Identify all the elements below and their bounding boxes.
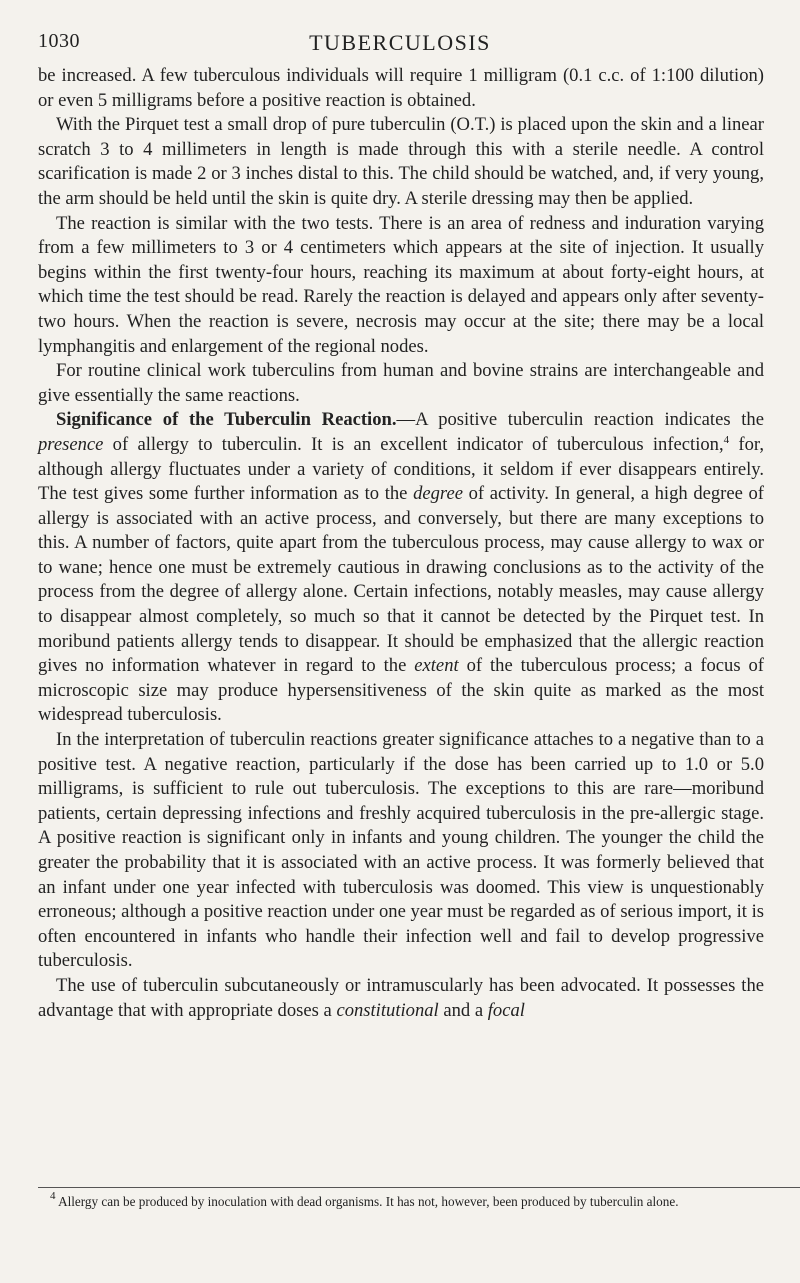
paragraph-reaction	[38, 212, 764, 360]
italic-emphasis: focal	[487, 999, 525, 1021]
text-run: be increased. A few tuberculous individuals will require 1 milligram (0.1 c.c. of 1:100 dilution) or even 5 milligrams before a positive reaction is obtained.	[38, 65, 764, 111]
text-run: —A positive tuberculin reaction indicates the	[396, 409, 764, 431]
page-number: 1030	[38, 30, 80, 52]
paragraph-routine-work	[38, 359, 764, 408]
paragraph-pirquet-test	[38, 113, 764, 211]
page-header	[38, 30, 762, 60]
text-run: of allergy to tuberculin. It is an excellent indicator of tuberculous infection,	[103, 433, 724, 455]
footnote	[38, 1190, 800, 1210]
text-run: of activity. In general, a high degree of allergy is associated with an active process, and conversely, but there are many exceptions to this. A number of factors, quite apart from the tuberculous process, may cause allergy to wax or to wane; hence one must be extremely cautious in drawing conclusions as to the activity of the process from the degree of allergy alone. Certain infections, notably measles, may cause allergy to disappear almost completely, so much so that it cannot be detected by the Pirquet test. In moribund patients allergy tends to disappear. It should be emphasized that the allergic reaction gives no information whatever in regard to the	[38, 483, 764, 677]
footnote-marker: 4	[50, 1190, 56, 1202]
text-run: of the tuberculous process; a focus of microscopic size may produce hypersensitiveness of the skin quite as marked as the most widespread tuberculosis.	[38, 655, 764, 726]
italic-emphasis: presence	[38, 433, 104, 455]
text-run: The use of tuberculin subcutaneously or intramuscularly has been advocated. It possesses the advantage that with appropriate doses a	[38, 974, 764, 1021]
text-run: The reaction is similar with the two tests. There is an area of redness and induration varying from a few millimeters to 3 or 4 centimeters which appears at the site of injection. It usually begins within the first twenty-four hours, reaching its maximum at about forty-eight hours, at which time the test should be read. Rarely the reaction is delayed and appears only after seventy-two hours. When the reaction is severe, necrosis may occur at the site; there may be a local lymphangitis and enlargement of the regional nodes.	[38, 212, 764, 357]
paragraph-interpretation	[38, 728, 764, 974]
text-run: With the Pirquet test a small drop of pure tuberculin (O.T.) is placed upon the skin and a linear scratch 3 to 4 millimeters in length is made through this with a sterile needle. A control scarification is made 2 or 3 inches distal to this. The child should be watched, and, if very young, the arm should be held until the skin is quite dry. A sterile dressing may then be applied.	[38, 114, 764, 209]
text-run: For routine clinical work tuberculins from human and bovine strains are interchangeable and give essentially the same reactions.	[38, 360, 764, 406]
running-head: TUBERCULOSIS	[309, 30, 491, 55]
footnote-reference: 4	[723, 433, 730, 446]
italic-emphasis: degree	[413, 483, 463, 505]
footnote-rule	[38, 1187, 800, 1188]
italic-emphasis: constitutional	[336, 999, 439, 1021]
paragraph-continued	[38, 64, 764, 113]
text-run: and a	[438, 999, 488, 1021]
paragraph-significance	[38, 408, 764, 728]
footnote-text: Allergy can be produced by inoculation with dead organisms. It has not, however, been produced by tuberculin alone.	[55, 1194, 679, 1209]
paragraph-subcutaneous-use	[38, 974, 764, 1023]
section-run-in-heading: Significance of the Tuberculin Reaction.	[56, 409, 397, 431]
text-run: In the interpretation of tuberculin reactions greater significance attaches to a negative than to a positive test. A negative reaction, particularly if the dose has been carried up to 1.0 or 5.0 milligrams, is sufficient to rule out tuberculosis. The exceptions to this are rare—moribund patients, certain depressing infections and freshly acquired tuberculosis in the pre-allergic stage. A positive reaction is significant only in infants and young children. The younger the child the greater the probability that it is associated with an active process. It was formerly believed that an infant under one year infected with tuberculosis was doomed. This view is unquestionably erroneous; although a positive reaction under one year must be regarded as of serious import, it is often encountered in infants who handle their infection well and fail to develop progressive tuberculosis.	[38, 729, 764, 972]
body-text	[38, 64, 764, 1023]
italic-emphasis: extent	[414, 655, 459, 677]
text-run: for, although allergy fluctuates under a variety of conditions, it seldom if ever disappears entirely. The test gives some further information as to the	[38, 433, 764, 505]
